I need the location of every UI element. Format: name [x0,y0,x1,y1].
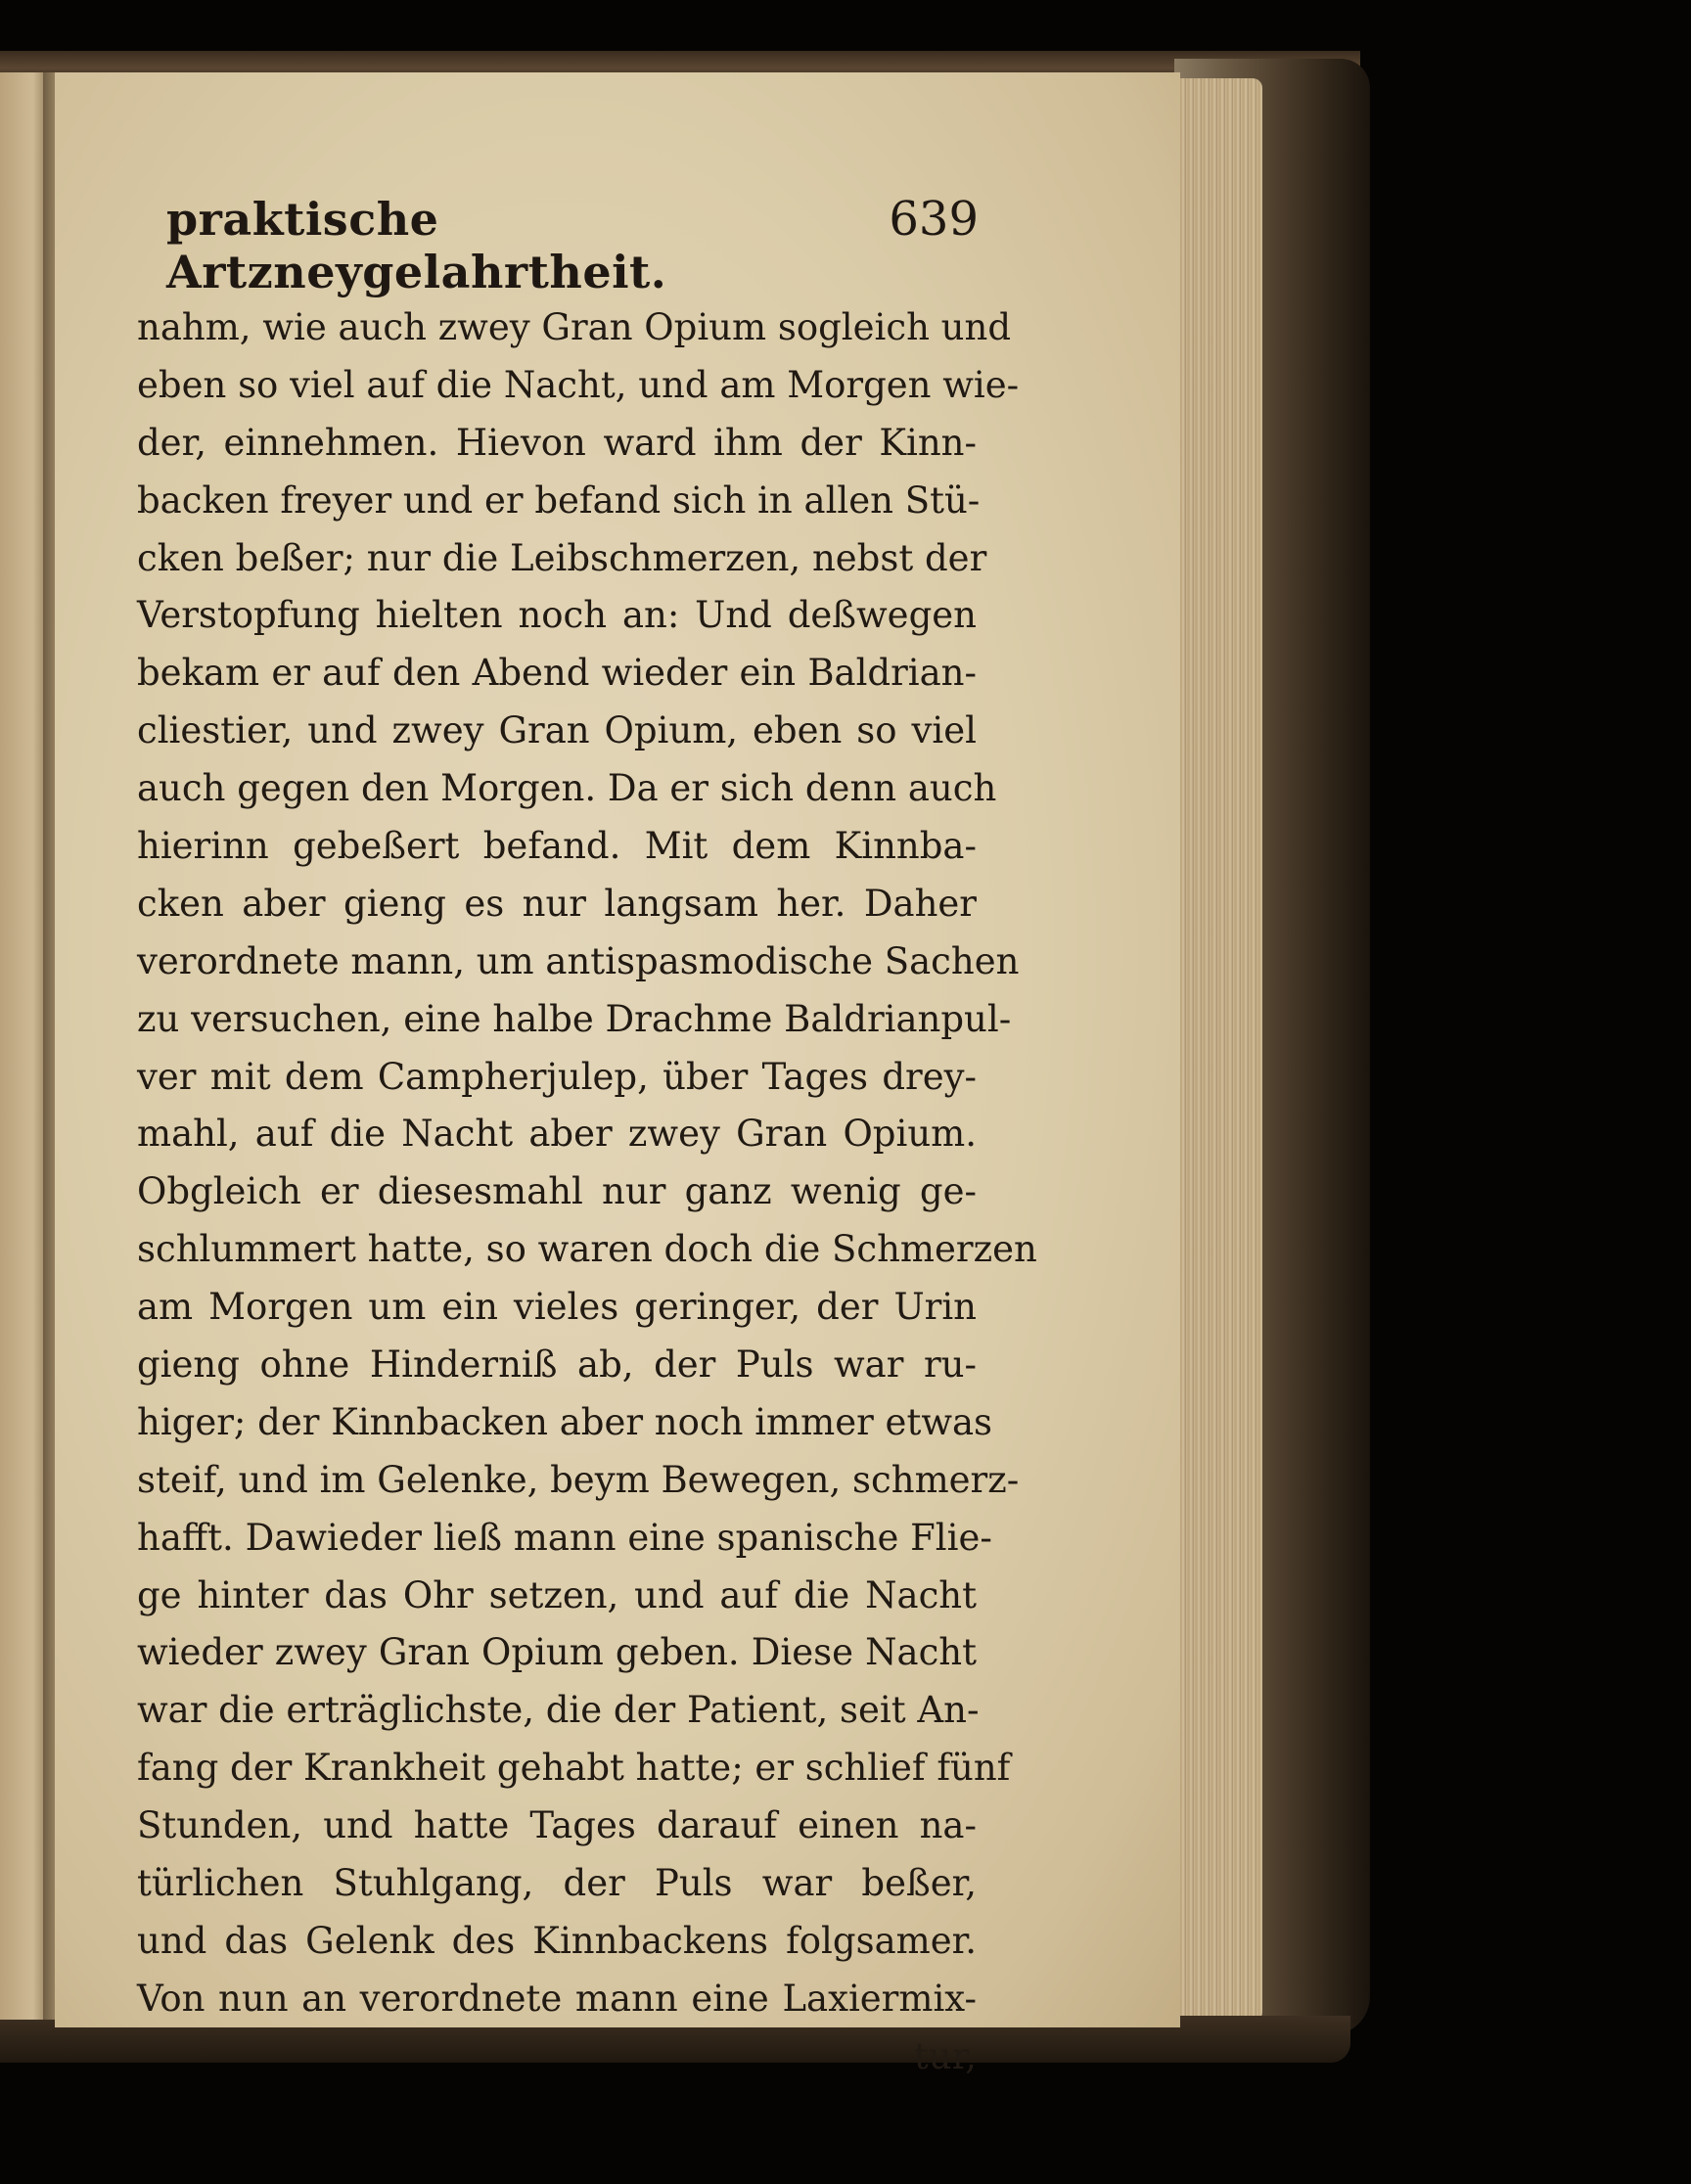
text-line: Von nun an verordnete mann eine Laxiermix- [137,1977,977,2020]
text-line: der, einnehmen. Hievon ward ihm der Kinn- [137,421,977,464]
text-line: ge hinter das Ohr setzen, und auf die Nacht [137,1573,977,1616]
text-line: higer; der Kinnbacken aber noch immer etwas [137,1400,993,1443]
text-line: wieder zwey Gran Opium geben. Diese Nacht [137,1631,977,1674]
catchword-line: tur, [913,2034,977,2077]
text-line: steif, und im Gelenke, beym Bewegen, schmerz- [137,1458,1020,1501]
text-line: am Morgen um ein vieles geringer, der Urin [137,1286,977,1329]
text-line: und das Gelenk des Kinnbackens folgsamer. [137,1919,977,1962]
page-header [166,192,979,298]
facing-page-sliver [0,72,47,2020]
text-line: Verstopfung hielten noch an: Und deßwegen [137,594,977,637]
text-line: cliestier, und zwey Gran Opium, eben so viel [137,709,977,752]
text-line: fang der Krankheit gehabt hatte; er schlief fünf [137,1747,1011,1790]
text-line: zu versuchen, eine halbe Drachme Baldrianpul- [137,997,1012,1040]
text-line: hafft. Dawieder ließ mann eine spanische Flie- [137,1516,992,1559]
page-number: 639 [889,192,979,247]
text-line: verordnete mann, um antispasmodische Sachen [137,939,1020,982]
text-line: war die erträglichste, die der Patient, seit An- [137,1689,980,1732]
text-line: cken aber gieng es nur langsam her. Daher [137,882,977,925]
text-line: bekam er auf den Abend wieder ein Baldrian- [137,652,977,695]
text-line: eben so viel auf die Nacht, und am Morgen wie- [137,363,1020,406]
text-line: nahm, wie auch zwey Gran Opium sogleich und [137,306,1012,348]
text-line: türlichen Stuhlgang, der Puls war beßer, [137,1862,977,1905]
text-line: cken beßer; nur die Leibschmerzen, nebst der [137,536,987,579]
text-line: schlummert hatte, so waren doch die Schmerzen [137,1228,1037,1271]
text-line: ver mit dem Campherjulep, über Tages drey- [137,1055,977,1098]
text-line: mahl, auf die Nacht aber zwey Gran Opium. [137,1113,977,1156]
running-title: praktische Artzneygelahrtheit. [166,193,667,298]
text-line: auch gegen den Morgen. Da er sich denn auch [137,767,997,810]
body-text [137,299,1037,2086]
text-line: hierinn gebeßert befand. Mit dem Kinnba- [137,825,977,868]
text-line: gieng ohne Hinderniß ab, der Puls war ru- [137,1343,977,1387]
text-line: Obgleich er diesesmahl nur ganz wenig ge- [137,1170,977,1213]
text-line: backen freyer und er befand sich in allen Stü- [137,478,981,522]
text-line: Stunden, und hatte Tages darauf einen na- [137,1804,977,1847]
